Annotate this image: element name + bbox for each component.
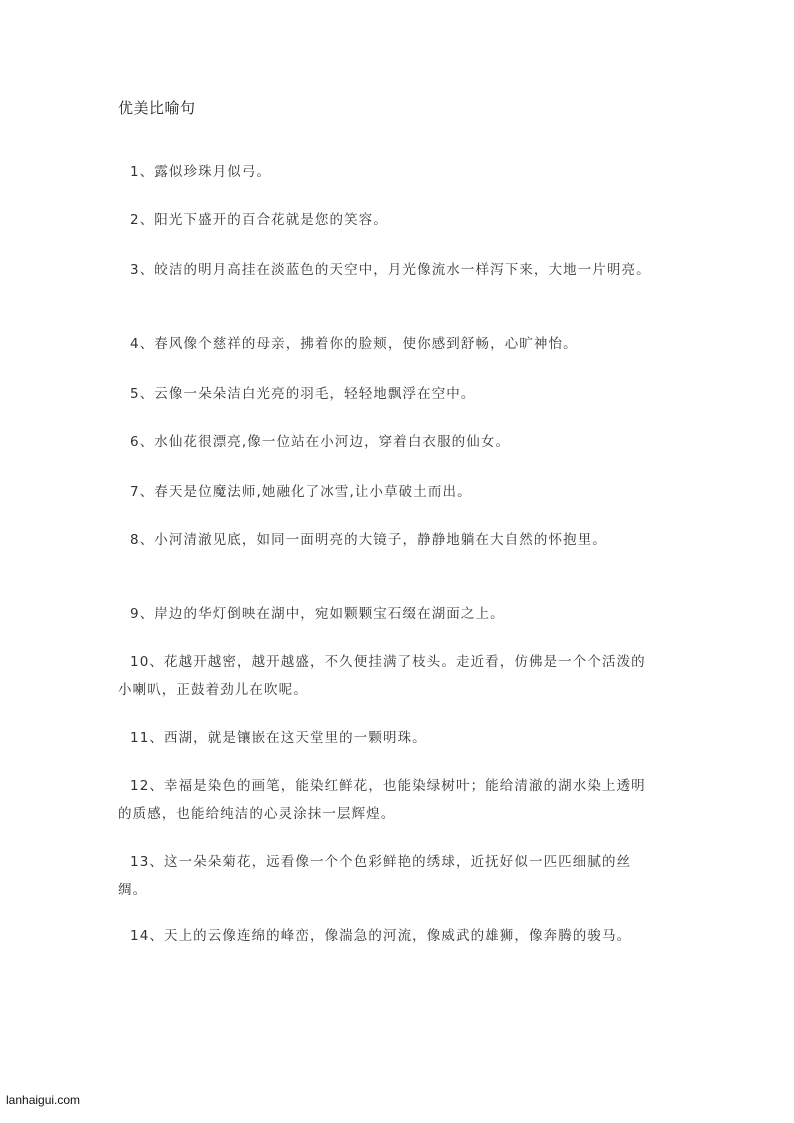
list-item: 3、皎洁的明月高挂在淡蓝色的天空中，月光像流水一样泻下来，大地一片明亮。 [130, 262, 651, 278]
list-item: 7、春天是位魔法师,她融化了冰雪,让小草破土而出。 [130, 484, 472, 500]
list-item: 5、云像一朵朵洁白光亮的羽毛，轻轻地飘浮在空中。 [130, 386, 476, 402]
list-item: 10、花越开越密，越开越盛，不久便挂满了枝头。走近看，仿佛是一个个活泼的小喇叭，正鼓着劲儿在吹呢。 [118, 654, 646, 698]
list-item: 14、天上的云像连绵的峰峦，像湍急的河流，像威武的雄狮，像奔腾的骏马。 [130, 928, 632, 944]
list-item: 1、露似珍珠月似弓。 [130, 164, 272, 180]
list-item: 12、幸福是染色的画笔，能染红鲜花，也能染绿树叶；能给清澈的湖水染上透明的质感，也能给纯洁的心灵涂抹一层辉煌。 [118, 778, 646, 822]
list-item: 4、春风像个慈祥的母亲，拂着你的脸颊，使你感到舒畅，心旷神怡。 [130, 336, 578, 352]
list-item: 6、水仙花很漂亮,像一位站在小河边，穿着白衣服的仙女。 [130, 434, 511, 450]
site-watermark: lanhaigui.com [6, 1093, 81, 1107]
list-item: 2、阳光下盛开的百合花就是您的笑容。 [130, 212, 388, 228]
list-item: 11、西湖，就是镶嵌在这天堂里的一颗明珠。 [130, 730, 427, 746]
list-item: 9、岸边的华灯倒映在湖中，宛如颗颗宝石缀在湖面之上。 [130, 606, 505, 622]
list-item: 8、小河清澈见底，如同一面明亮的大镜子，静静地躺在大自然的怀抱里。 [130, 532, 607, 548]
page-title: 优美比喻句 [118, 99, 196, 117]
list-item: 13、这一朵朵菊花，远看像一个个色彩鲜艳的绣球，近抚好似一匹匹细腻的丝绸。 [118, 854, 632, 898]
